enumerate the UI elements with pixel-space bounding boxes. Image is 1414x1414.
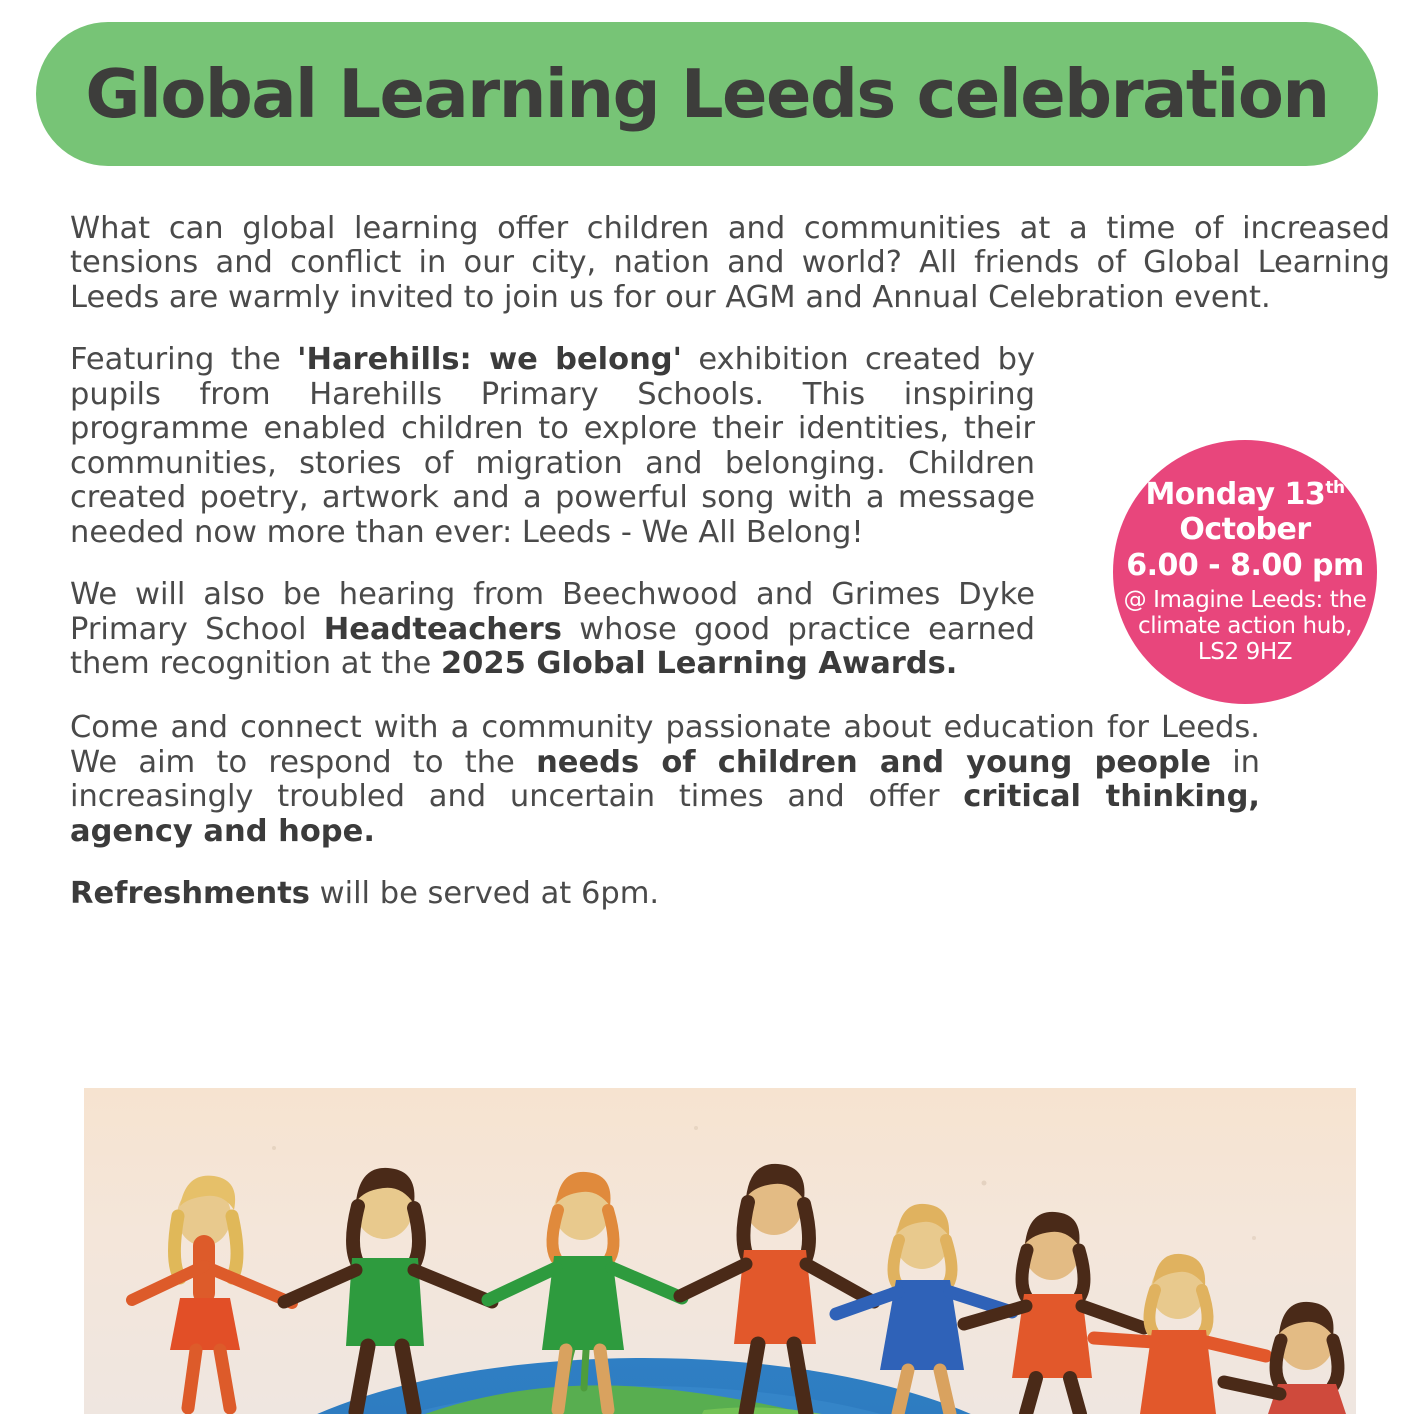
header-banner xyxy=(36,22,1378,166)
page-title: Global Learning Leeds celebration xyxy=(85,55,1329,133)
come-text-mid: in increasingly troubled and uncertain times and offer xyxy=(70,744,1260,815)
date-badge-time: 6.00 - 8.00 pm xyxy=(1126,547,1364,583)
refreshments-bold: Refreshments xyxy=(70,876,310,912)
date-badge xyxy=(1113,440,1377,704)
date-badge-ordinal: th xyxy=(1325,478,1345,499)
paragraph-headteachers xyxy=(70,578,1035,681)
paragraph-intro: What can global learning offer children and communities at a time of increased tensions and conflict in our city, nation and world? All friends of Global Learning Leeds are warmly invited to join us for our AGM and Annual Celebration event. xyxy=(70,211,1390,315)
hearing-bold-awards: 2025 Global Learning Awards. xyxy=(440,645,958,681)
date-badge-month: October xyxy=(1179,511,1311,547)
paragraph-featuring xyxy=(70,343,1035,550)
refreshments-rest: will be served at 6pm. xyxy=(309,876,660,912)
artwork-illustration xyxy=(84,1088,1356,1414)
date-badge-venue-line2: climate action hub, xyxy=(1138,613,1352,640)
date-badge-postcode: LS2 9HZ xyxy=(1197,639,1293,666)
come-text-pre: Come and connect with a community passionate about education for Leeds. We aim to respond to the xyxy=(70,710,1260,780)
hearing-bold-headteachers: Headteachers xyxy=(323,611,562,647)
date-badge-day-text: Monday 13 xyxy=(1145,477,1326,513)
date-badge-venue-line1: @ Imagine Leeds: the xyxy=(1123,586,1367,613)
date-badge-day xyxy=(1145,478,1344,512)
hearing-text-pre: We will also be hearing from Beechwood and Grimes Dyke Primary School xyxy=(70,577,1035,647)
featuring-text-post: exhibition created by pupils from Harehills Primary Schools. This inspiring programme enabled children to explore their identities, their communities, stories of migration and belonging. Children created poetry, artwork and a powerful song with a message needed now more than ever: Leeds - We All Belong! xyxy=(70,342,1035,550)
childrens-artwork-image xyxy=(84,1088,1356,1414)
featuring-text-pre: Featuring the xyxy=(70,342,298,378)
paragraph-refreshments xyxy=(70,877,1260,911)
hearing-text-mid: whose good practice earned them recognition at the xyxy=(70,611,1035,681)
come-bold-critical: critical thinking, agency and hope. xyxy=(70,779,1260,849)
featuring-exhibition-name: 'Harehills: we belong' xyxy=(297,342,682,378)
come-bold-needs: needs of children and young people xyxy=(536,744,1211,780)
paragraph-connect xyxy=(70,711,1260,849)
